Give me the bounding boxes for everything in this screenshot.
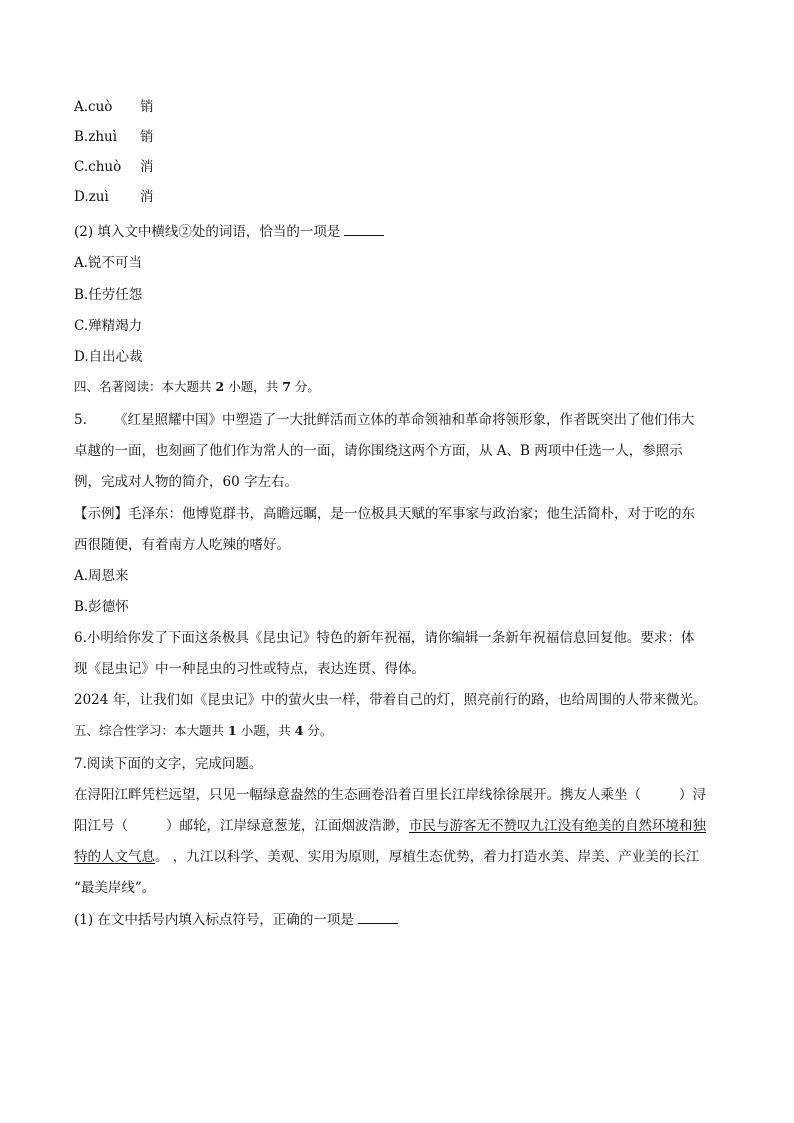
- passage-text: ）浔: [679, 787, 706, 803]
- q5-line-1: [74, 410, 695, 430]
- q5-line-2: 卓越的一面，也刻画了他们作为常人的一面，请你围绕这两个方面，从 A、B 两项中任选一人，参照示: [74, 443, 683, 459]
- answer-blank: [344, 223, 384, 236]
- q7-passage-line-2: [74, 816, 706, 836]
- section-text: 小题，共: [240, 723, 291, 738]
- q7-passage-line-4: “最美岸线”。: [74, 880, 156, 896]
- option-word: 销: [140, 129, 154, 145]
- q5-example-line-2: 西很随便，有着南方人吃辣的嗜好。: [74, 537, 290, 553]
- option-pinyin: A.cuò: [74, 99, 113, 115]
- q6-message: 2024 年，让我们如《昆虫记》中的萤火虫一样，带着自己的灯，照亮前行的路，也给周围的人带来微光。: [74, 692, 707, 708]
- question-count: 1: [228, 723, 237, 738]
- option-pinyin: D.zuì: [74, 189, 109, 205]
- q2-option-c: C.殚精竭力: [74, 318, 143, 334]
- section-text: 小题，共: [228, 379, 279, 394]
- q2-stem-text: (2) 填入文中横线②处的词语，恰当的一项是: [74, 224, 341, 240]
- q5-example-line-1: 【示例】毛泽东：他博览群书，高瞻远瞩，是一位极具天赋的军事家与政治家；他生活简朴，对于吃的东: [74, 506, 695, 522]
- underlined-sentence: 市民与游客无不赞叹九江没有绝美的自然环境和独: [409, 818, 706, 834]
- passage-text: 阳江号（: [74, 818, 128, 834]
- q7-sub1-text: (1) 在文中括号内填入标点符号，正确的一项是: [74, 912, 354, 928]
- q5-option-a: A.周恩来: [74, 568, 129, 584]
- section-5-heading: [74, 721, 332, 741]
- q1-option-d: [74, 187, 154, 207]
- answer-blank: [358, 911, 398, 924]
- passage-text: ）邮轮，江岸绿意葱茏，江面烟波浩渺，: [166, 818, 409, 834]
- q1-option-a: [74, 97, 154, 117]
- q2-stem: [74, 222, 384, 242]
- passage-text: 。 ，九江以科学、美观、实用为原则，厚植生态优势，着力打造水美、岸美、产业美的长江: [155, 849, 700, 865]
- q5-line-3: 例，完成对人物的简介，60 字左右。: [74, 474, 298, 490]
- underlined-sentence: 特的人文气息: [74, 849, 155, 865]
- option-pinyin: C.chuò: [74, 159, 122, 175]
- section-label: 五、综合性学习：: [74, 723, 175, 738]
- section-text: 分。: [307, 723, 333, 738]
- q5-number: 5.: [74, 412, 87, 428]
- option-word: 消: [140, 159, 154, 175]
- section-label: 四、名著阅读：: [74, 379, 162, 394]
- q6-line-1: 6.小明给你发了下面这条极具《昆虫记》特色的新年祝福，请你编辑一条新年祝福信息回复他。要求：体: [74, 630, 695, 646]
- section-text: 本大题共: [161, 379, 212, 394]
- q7-passage-line-1: [74, 785, 706, 805]
- question-count: 2: [215, 379, 225, 394]
- q2-option-d: D.自出心裁: [74, 349, 143, 365]
- option-word: 消: [140, 189, 154, 205]
- point-count: 4: [294, 723, 304, 738]
- point-count: 7: [282, 379, 291, 394]
- q5-option-b: B.彭德怀: [74, 599, 129, 615]
- q2-option-b: B.任劳任怨: [74, 287, 143, 303]
- section-text: 本大题共: [174, 723, 225, 738]
- q7-passage-line-3: [74, 847, 699, 867]
- q1-option-c: [74, 157, 154, 177]
- q5-text: 《红星照耀中国》中塑造了一大批鲜活而立体的革命领袖和革命将领形象，作者既突出了他们伟大: [114, 412, 695, 428]
- q2-option-a: A.锐不可当: [74, 255, 143, 271]
- passage-text: 在浔阳江畔凭栏远望，只见一幅绿意盎然的生态画卷沿着百里长江岸线徐徐展开。携友人乘坐（: [74, 787, 641, 803]
- section-text: 分。: [294, 379, 320, 394]
- option-pinyin: B.zhuì: [74, 129, 118, 145]
- section-4-heading: [74, 377, 320, 397]
- q6-line-2: 现《昆虫记》中一种昆虫的习性或特点，表达连贯、得体。: [74, 661, 425, 677]
- q7-sub1: [74, 910, 398, 930]
- q7-stem: 7.阅读下面的文字，完成问题。: [74, 756, 263, 772]
- option-word: 销: [140, 99, 154, 115]
- q1-option-b: [74, 127, 154, 147]
